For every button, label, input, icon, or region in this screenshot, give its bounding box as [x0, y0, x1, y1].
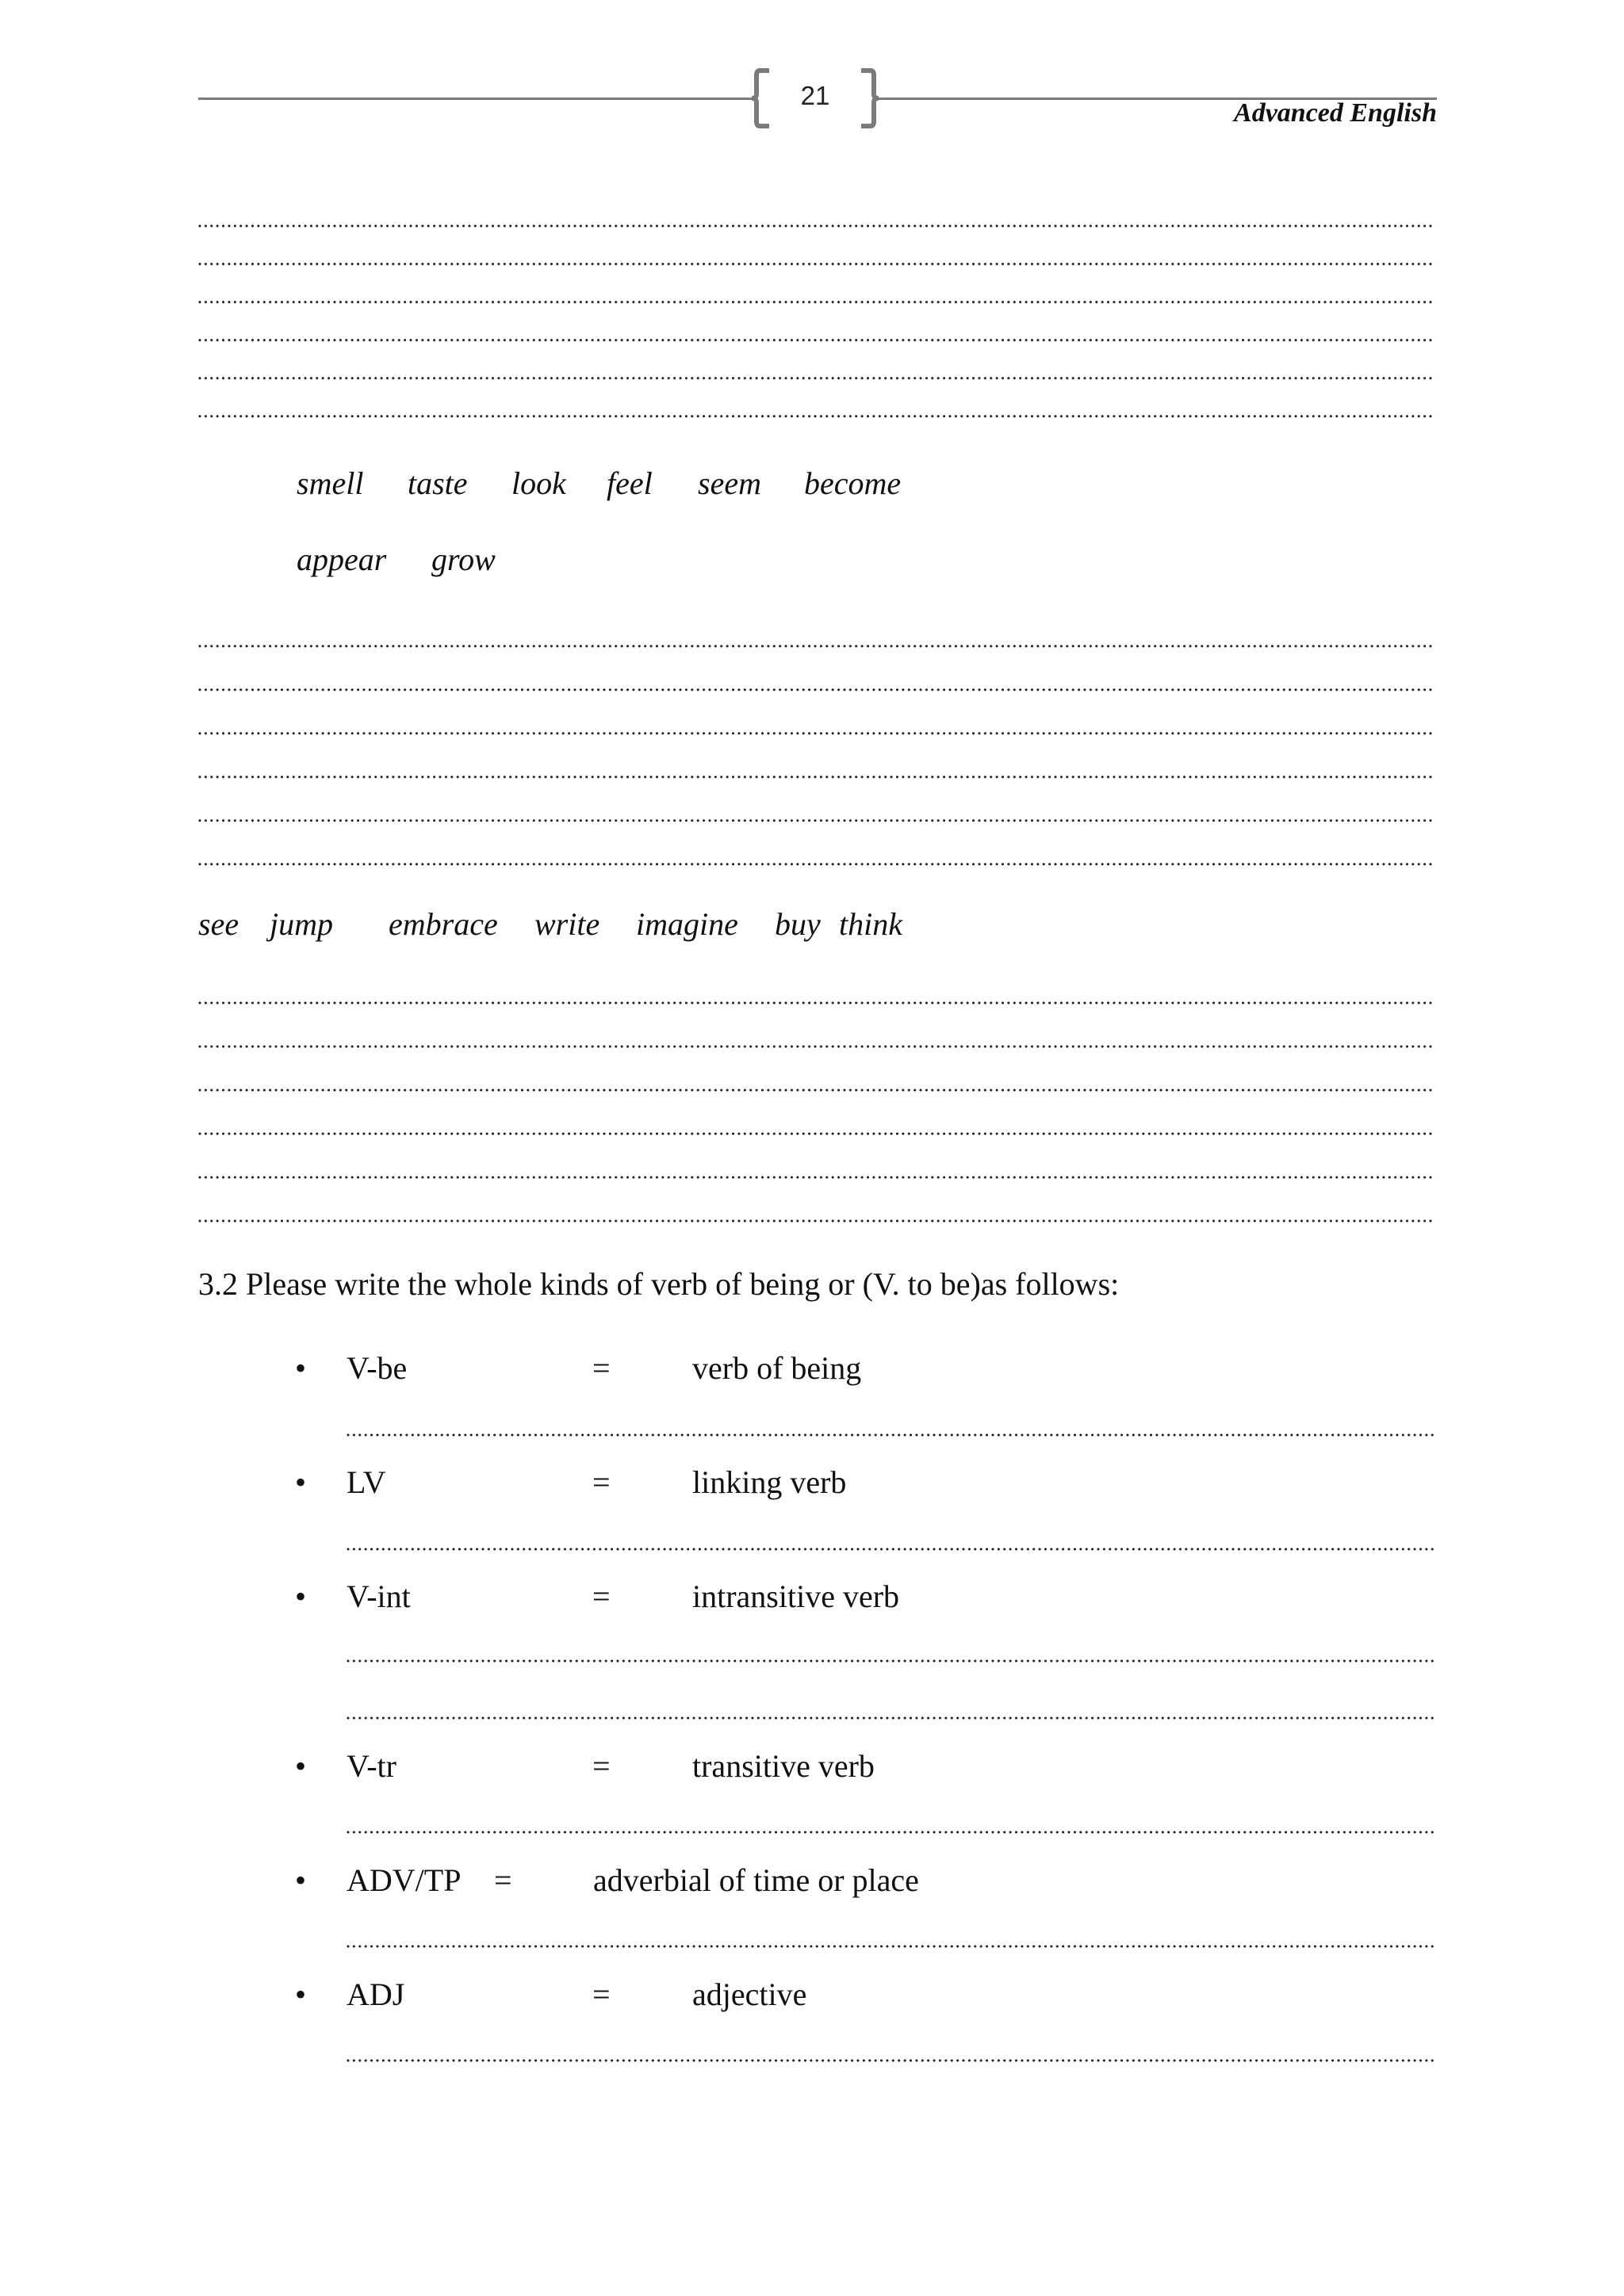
- word-look: look: [511, 465, 566, 501]
- word-appear: appear: [297, 541, 387, 577]
- bullet-icon: •: [295, 1862, 307, 1898]
- answer-line[interactable]: [198, 224, 1435, 228]
- equals-sign: =: [592, 1748, 611, 1784]
- equals-sign: =: [592, 1976, 611, 2012]
- answer-line[interactable]: [198, 377, 1435, 380]
- verb-meaning: verb of being: [692, 1350, 862, 1386]
- bullet-icon: •: [295, 1578, 307, 1614]
- answer-line[interactable]: [198, 1132, 1435, 1135]
- word-buy: buy: [775, 906, 821, 942]
- header-rule-left: [198, 98, 753, 100]
- answer-line[interactable]: [198, 645, 1435, 648]
- answer-line[interactable]: [198, 775, 1435, 779]
- answer-line[interactable]: [198, 863, 1435, 866]
- page-number: 21: [800, 81, 830, 110]
- equals-sign: =: [494, 1862, 512, 1898]
- verb-meaning: intransitive verb: [692, 1578, 900, 1614]
- verb-abbreviation: V-tr: [347, 1748, 396, 1784]
- left-brace-icon: [750, 67, 774, 129]
- word-think: think: [839, 906, 902, 942]
- verb-abbreviation: ADJ: [347, 1976, 405, 2012]
- equals-sign: =: [592, 1464, 611, 1500]
- verb-abbreviation: V-be: [347, 1350, 408, 1386]
- bullet-icon: •: [295, 1464, 307, 1500]
- word-taste: taste: [408, 465, 468, 501]
- answer-line[interactable]: [198, 688, 1435, 691]
- page-header: [0, 0, 1624, 135]
- header-title: Advanced English: [1234, 98, 1437, 128]
- word-see: see: [198, 906, 239, 942]
- answer-line[interactable]: [198, 339, 1435, 342]
- verb-meaning: adverbial of time or place: [593, 1862, 919, 1898]
- verb-abbreviation: ADV/TP: [347, 1862, 462, 1898]
- answer-line[interactable]: [347, 1433, 1435, 1437]
- answer-line[interactable]: [198, 1045, 1435, 1048]
- word-smell: smell: [297, 465, 364, 501]
- exercise-instruction: 3.2 Please write the whole kinds of verb of being or (V. to be)as follows:: [198, 1266, 1120, 1302]
- answer-line[interactable]: [198, 415, 1435, 418]
- answer-line[interactable]: [347, 1548, 1435, 1551]
- bullet-icon: •: [295, 1350, 307, 1386]
- verb-meaning: transitive verb: [692, 1748, 875, 1784]
- word-feel: feel: [607, 465, 653, 501]
- answer-line[interactable]: [347, 1716, 1435, 1720]
- word-become: become: [804, 465, 902, 501]
- word-jump: jump: [270, 906, 333, 942]
- word-seem: seem: [698, 465, 761, 501]
- answer-line[interactable]: [198, 262, 1435, 266]
- answer-line[interactable]: [347, 1945, 1435, 1948]
- answer-line[interactable]: [198, 1001, 1435, 1004]
- answer-line[interactable]: [347, 1659, 1435, 1663]
- answer-line[interactable]: [198, 1089, 1435, 1092]
- equals-sign: =: [592, 1578, 611, 1614]
- answer-line[interactable]: [347, 2059, 1435, 2062]
- verb-abbreviation: V-int: [347, 1578, 411, 1614]
- word-write: write: [534, 906, 600, 942]
- word-grow: grow: [431, 541, 496, 577]
- verb-abbreviation: LV: [347, 1464, 386, 1500]
- answer-line[interactable]: [198, 300, 1435, 304]
- verb-meaning: adjective: [692, 1976, 807, 2012]
- word-imagine: imagine: [636, 906, 738, 942]
- answer-line[interactable]: [198, 732, 1435, 735]
- answer-line[interactable]: [198, 1219, 1435, 1223]
- word-embrace: embrace: [389, 906, 498, 942]
- answer-line[interactable]: [347, 1831, 1435, 1834]
- equals-sign: =: [592, 1350, 611, 1386]
- verb-meaning: linking verb: [692, 1464, 847, 1500]
- bullet-icon: •: [295, 1748, 307, 1784]
- bullet-icon: •: [295, 1976, 307, 2012]
- answer-line[interactable]: [198, 1176, 1435, 1179]
- answer-line[interactable]: [198, 819, 1435, 822]
